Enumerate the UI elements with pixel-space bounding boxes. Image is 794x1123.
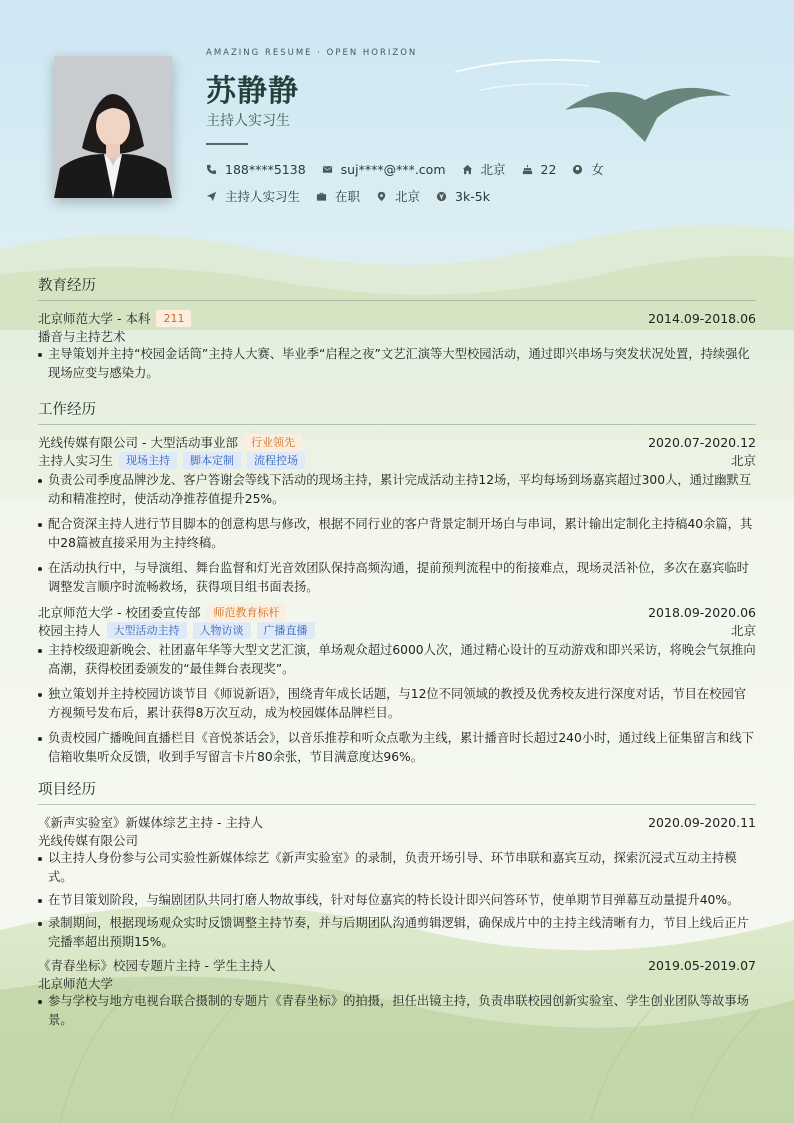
list-item: 录制期间，根据现场观众实时反馈调整主持节奏，并与后期团队沟通剪辑逻辑，确保成片中的主持主线清晰有力，节目上线后正片完播率超出预期15%。	[38, 914, 756, 952]
project-date: 2020.09-2020.11	[648, 814, 756, 830]
list-item: 主持校级迎新晚会、社团嘉年华等大型文艺汇演，单场观众超过6000人次，通过精心设计的互动游戏和即兴采访，将晚会气氛推向高潮，获得校团委颁发的“最佳舞台表现奖”。	[38, 641, 756, 679]
list-item: 在节目策划阶段，与编剧团队共同打磨人物故事线，针对每位嘉宾的特长设计即兴问答环节，使单期节目弹幕互动量提升40%。	[38, 891, 756, 910]
company-name: 北京师范大学 - 校团委宣传部	[38, 605, 201, 620]
section-title: 工作经历	[38, 398, 756, 425]
education-date: 2014.09-2018.06	[648, 310, 756, 326]
candidate-name: 苏静静	[206, 74, 299, 109]
project-bullets	[38, 992, 756, 1030]
intent-city-item	[376, 187, 420, 205]
email-item	[322, 162, 446, 177]
section-title: 教育经历	[38, 274, 756, 301]
title-divider	[206, 143, 248, 145]
education-section	[38, 274, 756, 389]
list-item: 在活动执行中，与导演组、舞台监督和灯光音效团队保持高频沟通，提前预判流程中的衔接难点，现场灵活补位，多次在嘉宾临时调整发言顺序时流畅救场，获得项目组书面表扬。	[38, 559, 756, 597]
age-text: 22	[540, 161, 557, 177]
work-bullets	[38, 471, 756, 597]
salary-item	[436, 189, 490, 204]
email-text: suj****@***.com	[340, 161, 446, 177]
major: 播音与主持艺术	[38, 329, 126, 344]
status-text: 在职	[335, 189, 361, 204]
project-org: 北京师范大学	[38, 976, 114, 991]
work-bullets	[38, 641, 756, 767]
skill-tag: 现场主持	[119, 452, 177, 469]
work-location: 北京	[730, 623, 756, 638]
school-name: 北京师范大学 - 本科	[38, 311, 151, 326]
skill-tag: 广播直播	[257, 622, 315, 639]
list-item: 独立策划并主持校园访谈节目《师说新语》，围绕青年成长话题，与12位不同领域的教授及优秀校友进行深度对话，节目在校园官方视频号发布后，累计获得8万次互动，成为校园媒体品牌栏目。	[38, 685, 756, 723]
bird-icon	[565, 80, 731, 146]
hometown-item	[462, 160, 506, 178]
project-name: 《新声实验室》新媒体综艺主持 - 主持人	[38, 815, 263, 830]
gender-item	[572, 160, 604, 178]
salary-icon	[436, 191, 447, 202]
role: 主持人实习生	[38, 453, 114, 468]
education-entry-header	[38, 309, 756, 327]
company-badge: 行业领先	[244, 434, 302, 451]
company-badge: 师范教育标杆	[206, 604, 286, 621]
intent-city-text: 北京	[395, 189, 421, 204]
skill-tag: 流程控场	[247, 452, 305, 469]
project-name: 《青春坐标》校园专题片主持 - 学生主持人	[38, 958, 276, 973]
briefcase-icon	[316, 191, 327, 202]
gender-text: 女	[591, 162, 604, 177]
person-photo	[54, 56, 172, 198]
intent-position-text: 主持人实习生	[225, 189, 301, 204]
job-intent-row	[206, 187, 506, 205]
age-item	[522, 162, 557, 177]
project-org-line	[38, 831, 756, 849]
work-date: 2018.09-2020.06	[648, 604, 756, 620]
list-item: 负责公司季度品牌沙龙、客户答谢会等线下活动的现场主持，累计完成活动主持12场，平均每场到场嘉宾超过300人，通过幽默互动和精准控时，使活动净推荐值提升25%。	[38, 471, 756, 509]
salary-text: 3k-5k	[455, 188, 490, 204]
location-icon	[376, 191, 387, 202]
section-title: 项目经历	[38, 778, 756, 805]
project-entry-header	[38, 813, 756, 831]
hometown-text: 北京	[480, 162, 506, 177]
phone-icon	[206, 164, 217, 175]
projects-section	[38, 778, 756, 1034]
home-icon	[462, 164, 473, 175]
work-location: 北京	[730, 453, 756, 468]
skill-tag: 大型活动主持	[107, 622, 187, 639]
phone-text: 188****5138	[225, 161, 306, 177]
send-icon	[206, 191, 217, 202]
project-date: 2019.05-2019.07	[648, 957, 756, 973]
work-date: 2020.07-2020.12	[648, 434, 756, 450]
project-org-line	[38, 974, 756, 992]
project-entry-header	[38, 956, 756, 974]
job-title: 主持人实习生	[206, 113, 290, 129]
list-item: 主导策划并主持“校园金话筒”主持人大赛、毕业季“启程之夜”文艺汇演等大型校园活动，通过即兴串场与突发状况处置，持续强化现场应变与感染力。	[38, 345, 756, 383]
company-name: 光线传媒有限公司 - 大型活动事业部	[38, 435, 238, 450]
list-item: 参与学校与地方电视台联合摄制的专题片《青春坐标》的拍摄，担任出镜主持，负责串联校园创新实验室、学生创业团队等故事场景。	[38, 992, 756, 1030]
resume-tagline: AMAZING RESUME · OPEN HORIZON	[206, 48, 418, 58]
education-bullets	[38, 345, 756, 383]
intent-position-item	[206, 187, 300, 205]
work-entry-header	[38, 433, 756, 451]
skill-tag: 人物访谈	[193, 622, 251, 639]
list-item: 以主持人身份参与公司实验性新媒体综艺《新声实验室》的录制，负责开场引导、环节串联和嘉宾互动，探索沉浸式互动主持模式。	[38, 849, 756, 887]
avatar	[54, 56, 172, 198]
project-bullets	[38, 849, 756, 952]
role: 校园主持人	[38, 623, 101, 638]
contact-row	[206, 160, 620, 178]
skill-tag: 脚本定制	[183, 452, 241, 469]
list-item: 配合资深主持人进行节目脚本的创意构思与修改，根据不同行业的客户背景定制开场白与串词，累计输出定制化主持稿40余篇，其中28篇被直接采用为主持终稿。	[38, 515, 756, 553]
major-line	[38, 327, 756, 345]
status-item	[316, 187, 360, 205]
role-line	[38, 621, 756, 639]
work-entry-header	[38, 603, 756, 621]
project-org: 光线传媒有限公司	[38, 833, 139, 848]
role-line	[38, 451, 756, 469]
phone-item	[206, 162, 306, 177]
school-badge: 211	[156, 310, 191, 327]
gender-icon	[572, 164, 583, 175]
work-section	[38, 398, 756, 773]
cake-icon	[522, 164, 533, 175]
mail-icon	[322, 164, 333, 175]
list-item: 负责校园广播晚间直播栏目《音悦茶话会》，以音乐推荐和听众点歌为主线，累计播音时长超过240小时，通过线上征集留言和线下信箱收集听众反馈，收到手写留言卡片80余张，节目满意度达96%。	[38, 729, 756, 767]
